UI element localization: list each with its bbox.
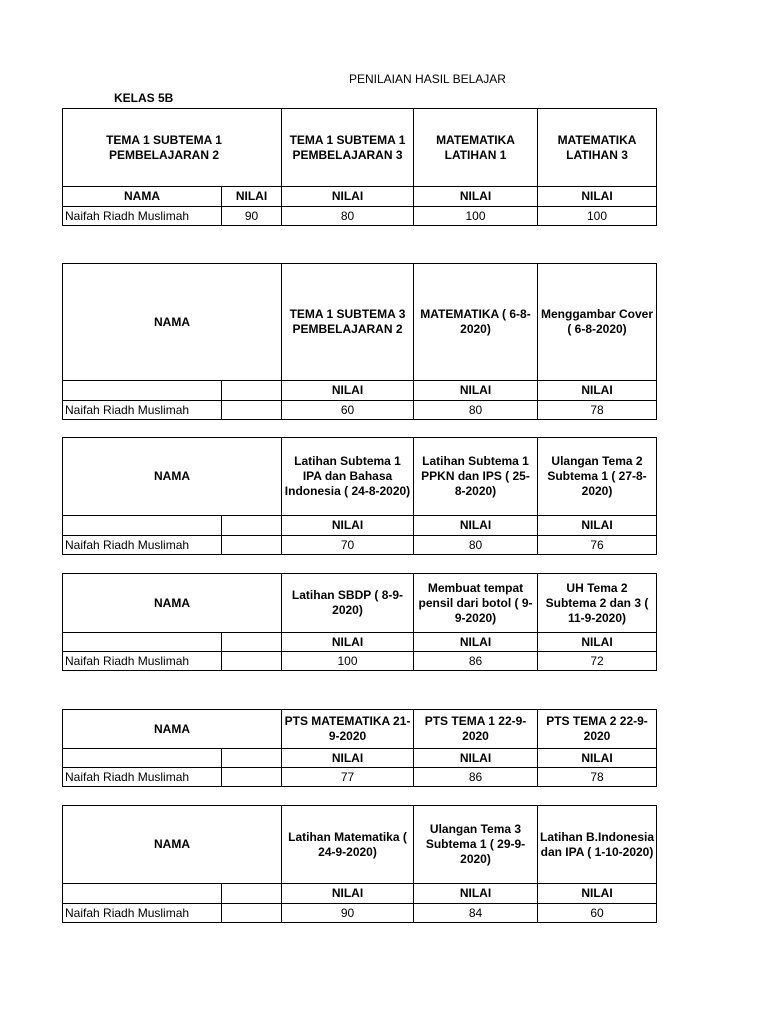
subject-header: Latihan Subtema 1 PPKN dan IPS ( 25-8-2020)	[414, 438, 538, 516]
student-name: Naifah Riadh Muslimah	[63, 536, 222, 555]
blank-cell	[222, 516, 282, 536]
subject-header: Ulangan Tema 2 Subtema 1 ( 27-8-2020)	[538, 438, 657, 516]
blank-cell	[222, 904, 282, 923]
subject-header: PTS TEMA 2 22-9-2020	[538, 710, 657, 749]
subject-header: MATEMATIKA LATIHAN 1	[414, 109, 538, 187]
score-cell: 60	[538, 904, 657, 923]
nilai-header: NILAI	[282, 633, 414, 652]
student-name: Naifah Riadh Muslimah	[63, 768, 222, 787]
blank-cell	[63, 749, 222, 768]
nilai-header: NILAI	[282, 884, 414, 904]
nama-header: NAMA	[63, 806, 282, 884]
score-cell: 76	[538, 536, 657, 555]
blank-cell	[222, 401, 282, 420]
nilai-header: NILAI	[414, 187, 538, 207]
grade-table-2	[62, 263, 657, 420]
score-cell: 80	[414, 401, 538, 420]
table-row	[63, 652, 657, 671]
nilai-header: NILAI	[282, 187, 414, 207]
nama-header: NAMA	[63, 574, 282, 633]
grade-table-4	[62, 573, 657, 671]
score-cell: 78	[538, 401, 657, 420]
student-name: Naifah Riadh Muslimah	[63, 652, 222, 671]
subject-header: Menggambar Cover ( 6-8-2020)	[538, 264, 657, 381]
blank-cell	[222, 884, 282, 904]
grade-table-6	[62, 805, 657, 923]
nilai-header: NILAI	[414, 381, 538, 401]
subject-header: Ulangan Tema 3 Subtema 1 ( 29-9-2020)	[414, 806, 538, 884]
student-name: Naifah Riadh Muslimah	[63, 207, 222, 226]
table-row	[63, 207, 657, 226]
grade-table-3	[62, 437, 657, 555]
nama-header: NAMA	[63, 187, 222, 207]
grade-table-5	[62, 709, 657, 787]
table-row	[63, 401, 657, 420]
nilai-header: NILAI	[414, 633, 538, 652]
subject-header: TEMA 1 SUBTEMA 3 PEMBELAJARAN 2	[282, 264, 414, 381]
score-cell: 80	[414, 536, 538, 555]
nama-header: NAMA	[63, 710, 282, 749]
table-row	[63, 768, 657, 787]
subject-header: Latihan B.Indonesia dan IPA ( 1-10-2020)	[538, 806, 657, 884]
score-cell: 77	[282, 768, 414, 787]
subject-header: PTS MATEMATIKA 21-9-2020	[282, 710, 414, 749]
nilai-header: NILAI	[282, 381, 414, 401]
class-label: KELAS 5B	[114, 91, 174, 105]
nama-header: NAMA	[63, 438, 282, 516]
nilai-header: NILAI	[282, 516, 414, 536]
blank-cell	[222, 768, 282, 787]
nilai-header: NILAI	[282, 749, 414, 768]
score-cell: 86	[414, 652, 538, 671]
student-name: Naifah Riadh Muslimah	[63, 401, 222, 420]
nilai-header: NILAI	[538, 884, 657, 904]
subject-header: TEMA 1 SUBTEMA 1 PEMBELAJARAN 3	[282, 109, 414, 187]
blank-cell	[63, 381, 222, 401]
grade-table-1	[62, 108, 657, 226]
subject-header: Membuat tempat pensil dari botol ( 9-9-2020)	[414, 574, 538, 633]
nilai-header: NILAI	[414, 749, 538, 768]
nilai-header: NILAI	[414, 516, 538, 536]
blank-cell	[222, 536, 282, 555]
score-cell: 90	[282, 904, 414, 923]
subject-header: UH Tema 2 Subtema 2 dan 3 ( 11-9-2020)	[538, 574, 657, 633]
subject-header: MATEMATIKA ( 6-8-2020)	[414, 264, 538, 381]
blank-cell	[63, 516, 222, 536]
nilai-header: NILAI	[538, 633, 657, 652]
subject-header: Latihan SBDP ( 8-9-2020)	[282, 574, 414, 633]
page-title: PENILAIAN HASIL BELAJAR	[349, 72, 506, 86]
score-cell: 84	[414, 904, 538, 923]
nilai-header: NILAI	[538, 516, 657, 536]
blank-cell	[222, 633, 282, 652]
blank-cell	[63, 884, 222, 904]
score-cell: 78	[538, 768, 657, 787]
subject-header: PTS TEMA 1 22-9-2020	[414, 710, 538, 749]
nilai-header: NILAI	[222, 187, 282, 207]
subject-header: TEMA 1 SUBTEMA 1 PEMBELAJARAN 2	[63, 109, 282, 187]
score-cell: 60	[282, 401, 414, 420]
nilai-header: NILAI	[538, 381, 657, 401]
score-cell: 72	[538, 652, 657, 671]
nilai-header: NILAI	[538, 187, 657, 207]
table-row	[63, 536, 657, 555]
subject-header: Latihan Subtema 1 IPA dan Bahasa Indonesia ( 24-8-2020)	[282, 438, 414, 516]
blank-cell	[222, 381, 282, 401]
nama-header: NAMA	[63, 264, 282, 381]
score-cell: 86	[414, 768, 538, 787]
score-cell: 90	[222, 207, 282, 226]
score-cell: 80	[282, 207, 414, 226]
score-cell: 100	[414, 207, 538, 226]
table-row	[63, 904, 657, 923]
score-cell: 70	[282, 536, 414, 555]
score-cell: 100	[282, 652, 414, 671]
score-cell: 100	[538, 207, 657, 226]
subject-header: MATEMATIKA LATIHAN 3	[538, 109, 657, 187]
nilai-header: NILAI	[538, 749, 657, 768]
subject-header: Latihan Matematika ( 24-9-2020)	[282, 806, 414, 884]
nilai-header: NILAI	[414, 884, 538, 904]
blank-cell	[222, 652, 282, 671]
blank-cell	[63, 633, 222, 652]
student-name: Naifah Riadh Muslimah	[63, 904, 222, 923]
blank-cell	[222, 749, 282, 768]
